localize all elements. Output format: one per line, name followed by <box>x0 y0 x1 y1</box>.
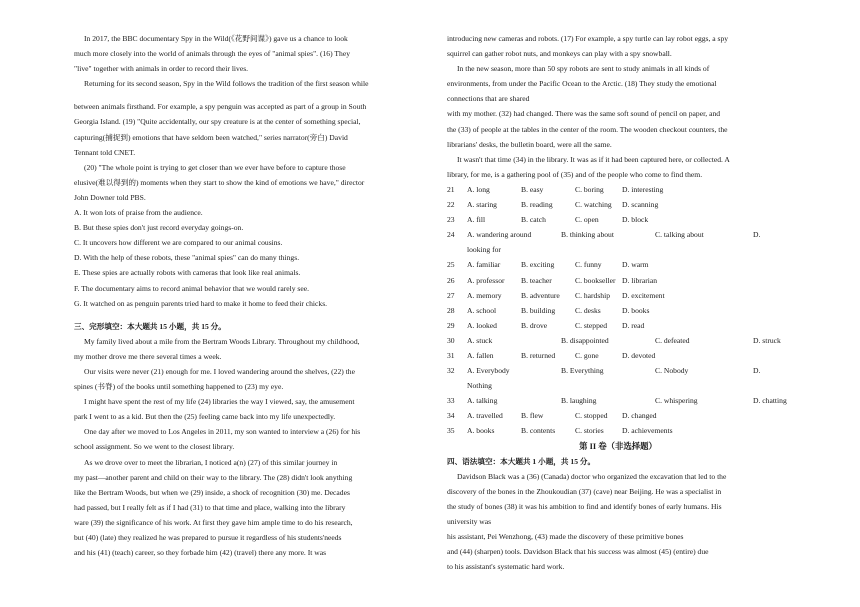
option-row <box>447 366 789 381</box>
option-c: C. whispering <box>655 396 698 406</box>
question-number <box>447 245 467 260</box>
question-number: 30 <box>447 335 455 345</box>
option-b: B. exciting <box>521 260 555 270</box>
text-line: park I went to as a kid. But then the (25) feeling came back into my life unexpectedly. <box>74 412 336 422</box>
text-line: John Downer told PBS. <box>74 192 146 202</box>
question-number: 23 <box>447 215 455 225</box>
option-b <box>561 381 655 396</box>
option-b: B. returned <box>521 350 556 360</box>
cloze-options <box>447 185 789 442</box>
text-line: library, for me, is a gathering pool of (35) and of the people who come to find them. <box>447 169 703 179</box>
option-d: D. changed <box>622 411 657 421</box>
part2-heading: 第 II 卷（非选择题） <box>579 441 657 451</box>
text-line: introducing new cameras and robots. (17) For example, a spy turtle can lay robot eggs, a spy <box>447 34 729 43</box>
option-row <box>447 230 789 245</box>
option-row <box>447 291 789 306</box>
option-d: D. warm <box>622 260 649 270</box>
option-c: C. gone <box>575 350 599 360</box>
text-line: discovery of the bones in the Zhoukoudian (37) (cave) near Beijing. He was a specialist in <box>447 486 722 496</box>
option-d: D. books <box>622 305 650 315</box>
text-line: like the Bertram Woods, but when we (29) inside, a shock of recognition (30) me. Decades <box>74 487 350 497</box>
text-line: to his assistant's systematic hard work. <box>447 562 565 572</box>
text-line: and (44) (sharpen) tools. Davidson Black that his success was almost (45) (entire) due <box>447 547 709 557</box>
question-number: 22 <box>447 200 455 210</box>
option-b: B. teacher <box>521 275 552 285</box>
option-row <box>447 411 789 426</box>
text-line: the study of bones (38) it was his ambition to find and identify bones of early humans. His <box>447 501 722 511</box>
option-a: A. looked <box>467 320 497 330</box>
text-line: A. It won lots of praise from the audience. <box>74 208 203 218</box>
text-line: with my mother. (32) had changed. There was the same soft sound of pencil on paper, and <box>447 109 721 119</box>
text-line: Our visits were never (21) enough for me. I loved wandering around the shelves, (22) the <box>84 366 355 376</box>
text-line: C. It uncovers how different we are compared to our animal cousins. <box>74 238 283 248</box>
option-b: B. contents <box>521 426 556 436</box>
option-b: B. easy <box>521 184 544 194</box>
question-number: 21 <box>447 184 455 194</box>
option-a: A. talking <box>467 396 498 406</box>
question-number: 24 <box>447 230 455 240</box>
grammar-section <box>447 457 789 578</box>
option-b: B. laughing <box>561 396 597 406</box>
text-line: my past—another parent and child on their way to the library. The (28) didn't look anything <box>74 472 353 482</box>
text-line: F. The documentary aims to record animal behavior that we would rarely see. <box>74 283 310 293</box>
option-b: B. flew <box>521 411 544 421</box>
option-d <box>753 381 789 396</box>
question-number: 28 <box>447 305 455 315</box>
text-line: My family lived about a mile from the Bertram Woods Library. Throughout my childhood, <box>84 336 360 346</box>
option-c <box>655 381 753 396</box>
option-b: B. drove <box>521 320 548 330</box>
reading-continuation <box>447 34 789 185</box>
text-line: ware (39) the significance of his work. At first they gave him ample time to do his research, <box>74 517 353 527</box>
option-c: C. stopped <box>575 411 608 421</box>
text-line: squirrel can gather robot nuts, and monkeys can play with a spy snowball. <box>447 49 672 59</box>
option-d: D. devoted <box>622 350 656 360</box>
text-line: In the new season, more than 50 spy robots are sent to study animals in all kinds of <box>457 64 710 74</box>
text-line: school assignment. So we went to the closest library. <box>74 442 235 452</box>
section-heading: 三、完形填空：本大题共 15 小题，共 15 分。 <box>74 321 226 331</box>
option-c: C. watching <box>575 200 612 210</box>
option-d: D. chatting <box>753 396 787 406</box>
text-line: his assistant, Pei Wenzhong, (43) made the discovery of these primitive bones <box>447 532 684 542</box>
option-a: A. staring <box>467 200 497 210</box>
option-d: D. read <box>622 320 645 330</box>
option-b: B. adventure <box>521 290 560 300</box>
option-a: A. memory <box>467 290 502 300</box>
text-line: elusive(难以得到的) moments when they start to show the kind of emotions we have," director <box>74 177 365 187</box>
text-line: had passed, but I really felt as if I had (31) to that time and place, walking into the library <box>74 502 346 512</box>
option-d: D. struck <box>753 335 781 345</box>
option-d: D. excitement <box>622 290 665 300</box>
option-c: C. bookseller <box>575 275 616 285</box>
option-b: B. Everything <box>561 366 604 376</box>
text-line: connections that are shared <box>447 94 530 104</box>
question-number: 31 <box>447 350 455 360</box>
text-line: E. These spies are actually robots with cameras that look like real animals. <box>74 268 301 278</box>
text-line: but (40) (late) they realized he was prepared to pursue it regardless of his students'needs <box>74 533 342 542</box>
text-line: Davidson Black was a (36) (Canada) doctor who organized the excavation that led to the <box>457 471 727 481</box>
option-a: A. stuck <box>467 335 493 345</box>
option-c: C. stories <box>575 426 604 436</box>
text-line: Georgia Island. (19) "Quite accidentally, our spy creature is at the center of something special, <box>74 117 361 127</box>
left-column <box>74 34 414 563</box>
option-row <box>447 396 789 411</box>
option-c: C. open <box>575 215 599 225</box>
option-row <box>447 245 789 260</box>
option-a: A. school <box>467 305 497 315</box>
option-d: D. <box>753 230 761 240</box>
option-c: C. Nobody <box>655 366 689 376</box>
spacer <box>74 314 414 322</box>
option-a: A. fill <box>467 215 486 225</box>
option-c: C. talking about <box>655 230 704 240</box>
option-a: Nothing <box>467 381 492 391</box>
option-row <box>447 200 789 215</box>
option-a: A. long <box>467 184 490 194</box>
text-line: spines (书脊) of the books until something happened to (23) my eye. <box>74 382 284 392</box>
option-c: C. defeated <box>655 335 690 345</box>
option-d: D. librarian <box>622 275 658 285</box>
option-c: C. boring <box>575 184 604 194</box>
section-heading: 四、语法填空：本大题共 1 小题，共 15 分。 <box>447 456 596 466</box>
text-line: capturing(捕捉到) emotions that have seldom been watched," series narrator(旁白) David <box>74 132 348 142</box>
text-line: (20) "The whole point is trying to get closer than we ever have before to capture those <box>84 162 346 172</box>
text-line: G. It watched on as penguin parents tried hard to make it home to feed their chicks. <box>74 298 328 308</box>
option-c <box>655 245 753 260</box>
option-d: D. interesting <box>622 184 664 194</box>
text-line: In 2017, the BBC documentary Spy in the Wild(《花野间谍》) gave us a chance to look <box>84 34 348 43</box>
question-number <box>447 381 467 396</box>
option-row <box>447 381 789 396</box>
option-row <box>447 426 789 441</box>
question-number: 29 <box>447 320 455 330</box>
option-row <box>447 351 789 366</box>
text-line: One day after we moved to Los Angeles in 2011, my son wanted to interview a (26) for his <box>84 427 361 437</box>
question-number: 25 <box>447 260 455 270</box>
spacer <box>74 94 414 102</box>
option-b: B. reading <box>521 200 553 210</box>
option-c: C. funny <box>575 260 602 270</box>
text-line: environments, from under the Pacific Ocean to the Arctic. (18) They study the emotional <box>447 79 717 89</box>
option-a: A. professor <box>467 275 505 285</box>
option-b: B. thinking about <box>561 230 614 240</box>
question-number: 34 <box>447 411 455 421</box>
text-line: between animals firsthand. For example, a spy penguin was accepted as part of a group in South <box>74 102 367 112</box>
option-c: C. desks <box>575 305 601 315</box>
option-row <box>447 276 789 291</box>
text-line: university was <box>447 517 492 526</box>
text-line: As we drove over to meet the librarian, I noticed a(n) (27) of this similar journey in <box>84 457 338 467</box>
option-a: looking for <box>467 245 501 255</box>
text-line: and his (41) (teach) career, so they forbade him (42) (travel) there any more. It was <box>74 548 327 558</box>
question-number: 33 <box>447 396 455 406</box>
option-b: B. building <box>521 305 556 315</box>
question-number: 32 <box>447 366 455 376</box>
option-a: A. travelled <box>467 411 503 421</box>
option-d: D. achievements <box>622 426 673 436</box>
option-b: B. catch <box>521 215 546 225</box>
text-line: "live" together with animals in order to record their lives. <box>74 64 249 74</box>
option-d: D. scanning <box>622 200 659 210</box>
question-number: 35 <box>447 426 455 436</box>
question-number: 26 <box>447 275 455 285</box>
text-line: Returning for its second season, Spy in the Wild follows the tradition of the first season while <box>84 79 369 89</box>
option-row <box>447 215 789 230</box>
text-line: my mother drove me there several times a week. <box>74 351 222 361</box>
option-d <box>753 245 789 260</box>
question-number: 27 <box>447 290 455 300</box>
text-line: B. But these spies don't just record everyday goings-on. <box>74 223 244 233</box>
option-row <box>447 260 789 275</box>
text-line: It wasn't that time (34) in the library. It was as if it had been captured here, or collected. A <box>457 154 730 164</box>
right-column <box>447 34 789 577</box>
text-line: I might have spent the rest of my life (24) libraries the way I viewed, say, the amusement <box>84 397 355 407</box>
option-d: D. <box>753 366 761 376</box>
option-c: C. hardship <box>575 290 611 300</box>
text-line: Tennant told CNET. <box>74 147 136 157</box>
text-line: the (33) of people at the tables in the center of the room. The wooden checkout counters, the <box>447 124 728 134</box>
option-d: D. block <box>622 215 649 225</box>
option-a: A. Everybody <box>467 366 510 376</box>
option-c: C. stepped <box>575 320 608 330</box>
option-row <box>447 185 789 200</box>
text-line: D. With the help of these robots, these "animal spies" can do many things. <box>74 253 300 263</box>
option-row <box>447 306 789 321</box>
text-line: librarians' desks, the bulletin board, were all the same. <box>447 139 612 149</box>
option-row <box>447 336 789 351</box>
option-a: A. books <box>467 426 495 436</box>
option-a: A. wandering around <box>467 230 532 240</box>
option-row <box>447 321 789 336</box>
option-a: A. fallen <box>467 350 494 360</box>
option-b: B. disappointed <box>561 335 609 345</box>
option-b <box>561 245 655 260</box>
text-line: much more closely into the world of animals through the eyes of "animal spies". (16) They <box>74 49 350 59</box>
option-a: A. familiar <box>467 260 501 270</box>
